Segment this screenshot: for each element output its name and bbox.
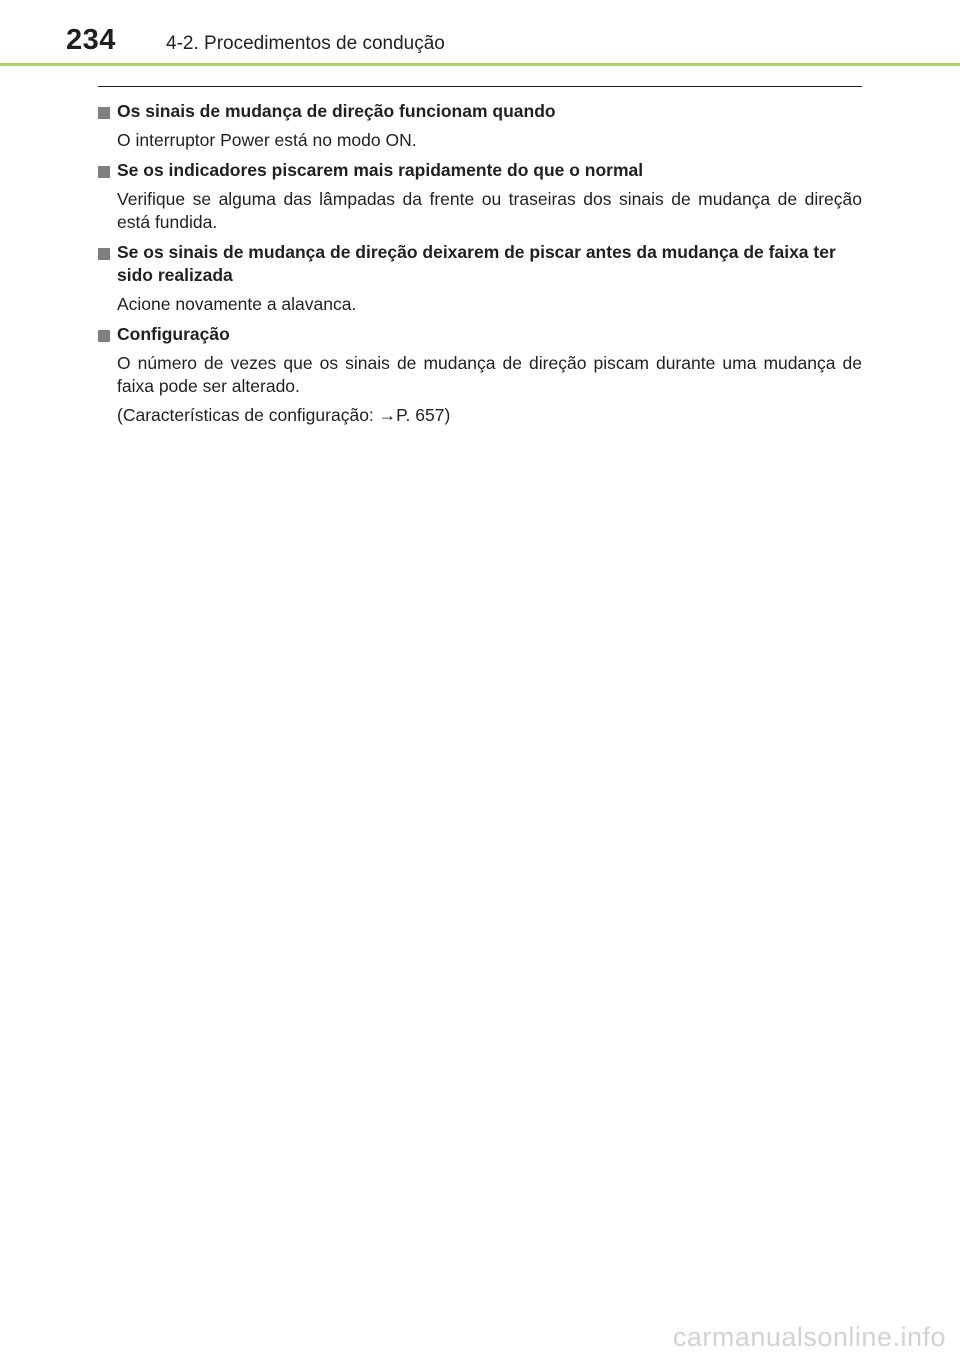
item-body: O interruptor Power está no modo ON.: [117, 130, 417, 150]
item-turn-signals-operate: [98, 100, 862, 152]
content-rule: [98, 86, 862, 87]
content: [98, 100, 862, 427]
item-heading: Configuração: [117, 324, 230, 344]
page-number: 234: [66, 24, 116, 56]
item-fast-blinking: [98, 159, 862, 234]
item-body: Verifique se alguma das lâmpadas da frente ou traseiras dos sinais de mudança de direção está fundida.: [117, 189, 862, 232]
square-bullet-icon: [98, 107, 110, 119]
item-body: O número de vezes que os sinais de mudança de direção piscam durante uma mudança de faixa pode ser alterado.: [117, 353, 862, 396]
item-heading: Os sinais de mudança de direção funcionam quando: [117, 101, 556, 121]
square-bullet-icon: [98, 166, 110, 178]
square-bullet-icon: [98, 330, 110, 342]
item-heading: Se os sinais de mudança de direção deixarem de piscar antes da mudança de faixa ter sido realizada: [117, 242, 836, 285]
header-rule: [0, 63, 960, 66]
item-heading: Se os indicadores piscarem mais rapidamente do que o normal: [117, 160, 644, 180]
watermark: carmanualsonline.info: [672, 1322, 946, 1352]
square-bullet-icon: [98, 248, 110, 260]
item-body: Acione novamente a alavanca.: [117, 294, 357, 314]
section-title: 4-2. Procedimentos de condução: [166, 33, 445, 54]
page-reference: (Características de configuração: →P. 657): [117, 405, 451, 425]
page-header: [0, 0, 960, 70]
item-configuration: [98, 323, 862, 427]
item-stop-before-lane-change: [98, 241, 862, 316]
